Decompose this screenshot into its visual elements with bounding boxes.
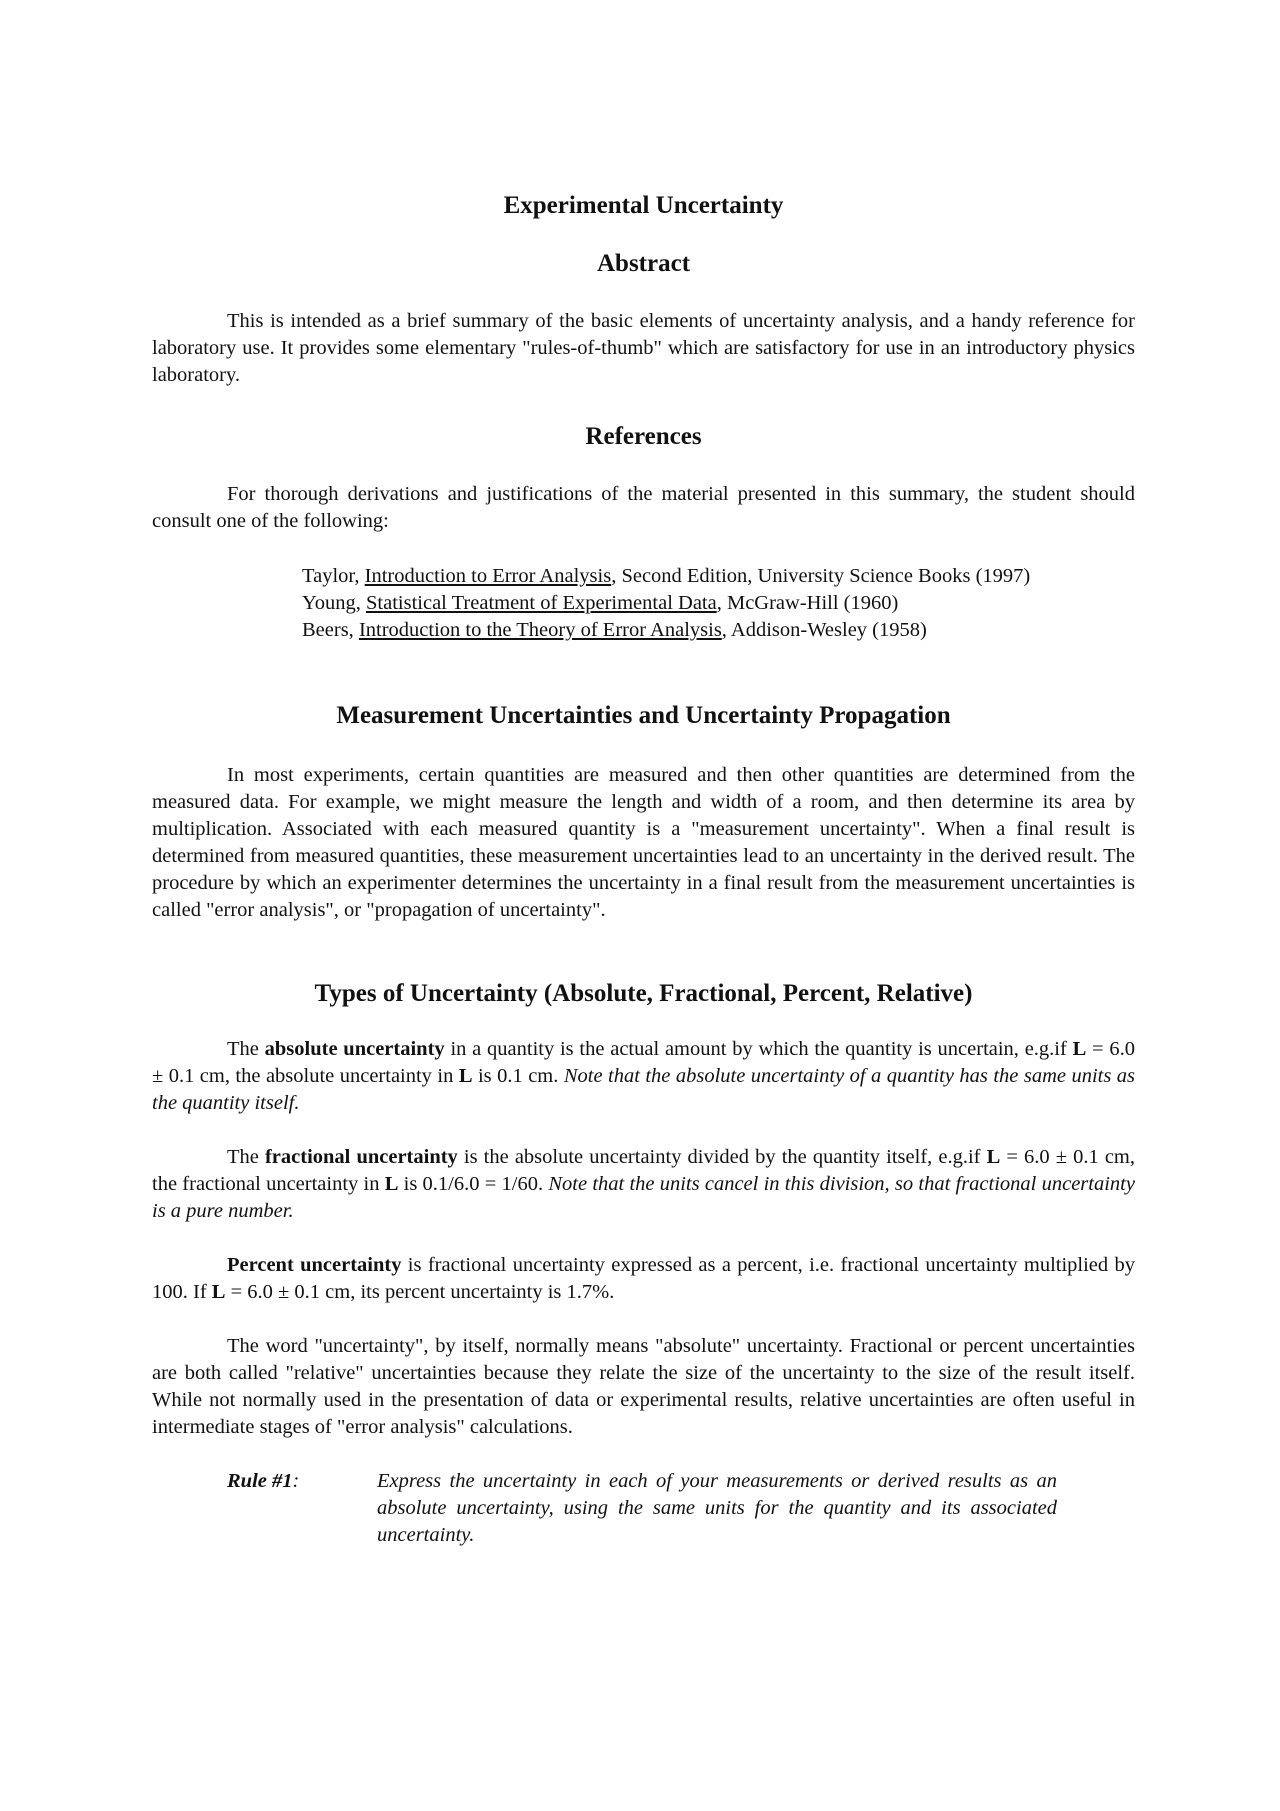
- references-heading: References: [585, 423, 702, 450]
- reference-item: [302, 563, 1135, 590]
- references-intro: For thorough derivations and justifications of the material presented in this summary, the student should consult one of the following:: [152, 483, 1135, 532]
- reference-details: , Second Edition, University Science Books (1997): [611, 565, 1031, 587]
- document-page: [152, 190, 1135, 1549]
- term-absolute-uncertainty: absolute uncertainty: [264, 1038, 445, 1060]
- text-run: = 6.0 ± 0.1 cm, the fractional uncertainty in: [152, 1146, 1135, 1195]
- rule-label: [227, 1468, 377, 1549]
- reference-author: Young,: [302, 592, 367, 614]
- text-run: is 0.1 cm.: [472, 1065, 564, 1087]
- measurement-heading: Measurement Uncertainties and Uncertainty Propagation: [336, 702, 951, 729]
- variable-L: L: [384, 1173, 399, 1195]
- reference-details: , McGraw-Hill (1960): [716, 592, 899, 614]
- reference-item: [302, 617, 1135, 644]
- rule-label-text: Rule #1: [227, 1470, 293, 1492]
- relative-uncertainty-paragraph: The word "uncertainty", by itself, normally means "absolute" uncertainty. Fractional or percent uncertainties are both called "relative" uncertainties because they relate the size of the uncertainty to the size of the result itself. While not normally used in the presentation of data or experimental results, relative uncertainties are often useful in intermediate stages of "error analysis" calculations.: [152, 1335, 1135, 1438]
- abstract-paragraph: This is intended as a brief summary of the basic elements of uncertainty analysis, and a handy reference for laboratory use. It provides some elementary "rules-of-thumb" which are satisfactory for use in an introductory physics laboratory.: [152, 310, 1135, 386]
- reference-details: , Addison-Wesley (1958): [721, 619, 927, 641]
- text-run: = 6.0 ± 0.1 cm, its percent uncertainty is 1.7%.: [225, 1281, 615, 1303]
- reference-author: Taylor,: [302, 565, 365, 587]
- text-run: is fractional uncertainty expressed as a percent, i.e. fractional uncertainty multiplied by 100. If: [152, 1254, 1135, 1303]
- abstract-heading: Abstract: [596, 250, 691, 277]
- types-heading: Types of Uncertainty (Absolute, Fractional, Percent, Relative): [314, 980, 973, 1007]
- reference-item: [302, 590, 1135, 617]
- term-percent-uncertainty: Percent uncertainty: [227, 1254, 402, 1276]
- text-run: is 0.1/6.0 = 1/60.: [398, 1173, 549, 1195]
- term-fractional-uncertainty: fractional uncertainty: [264, 1146, 458, 1168]
- reference-title: Statistical Treatment of Experimental Data: [366, 592, 717, 614]
- absolute-note: Note that the absolute uncertainty of a quantity has the same units as the quantity itself.: [152, 1065, 1136, 1114]
- rule-1: [152, 1468, 1135, 1549]
- document-title: Experimental Uncertainty: [503, 192, 784, 219]
- text-run: The: [227, 1038, 265, 1060]
- variable-L: L: [1072, 1038, 1087, 1060]
- text-run: The: [227, 1146, 265, 1168]
- reference-title: Introduction to the Theory of Error Analysis: [358, 619, 722, 641]
- reference-author: Beers,: [302, 619, 359, 641]
- text-run: in a quantity is the actual amount by which the quantity is uncertain, e.g.if: [444, 1038, 1073, 1060]
- fractional-uncertainty-paragraph: [152, 1144, 1135, 1225]
- reference-title: Introduction to Error Analysis: [364, 565, 612, 587]
- variable-L: L: [986, 1146, 1001, 1168]
- absolute-uncertainty-paragraph: [152, 1036, 1135, 1117]
- text-run: = 6.0 ± 0.1 cm, the absolute uncertainty in: [152, 1038, 1136, 1087]
- rule-text: Express the uncertainty in each of your measurements or derived results as an absolute uncertainty, using the same units for the quantity and its associated uncertainty.: [377, 1470, 1057, 1546]
- variable-L: L: [211, 1281, 226, 1303]
- fractional-note: Note that the units cancel in this division, so that fractional uncertainty is a pure number.: [152, 1173, 1135, 1222]
- measurement-paragraph: In most experiments, certain quantities are measured and then other quantities are determined from the measured data. For example, we might measure the length and width of a room, and then determine its area by multiplication. Associated with each measured quantity is a "measurement uncertainty". When a final result is determined from measured quantities, these measurement uncertainties lead to an uncertainty in the derived result. The procedure by which an experimenter determines the uncertainty in a final result from the measurement uncertainties is called "error analysis", or "propagation of uncertainty".: [152, 764, 1135, 921]
- variable-L: L: [458, 1065, 473, 1087]
- percent-uncertainty-paragraph: [152, 1252, 1135, 1306]
- references-list: [302, 563, 1135, 644]
- rule-label-colon: :: [292, 1470, 300, 1492]
- text-run: is the absolute uncertainty divided by the quantity itself, e.g.if: [457, 1146, 987, 1168]
